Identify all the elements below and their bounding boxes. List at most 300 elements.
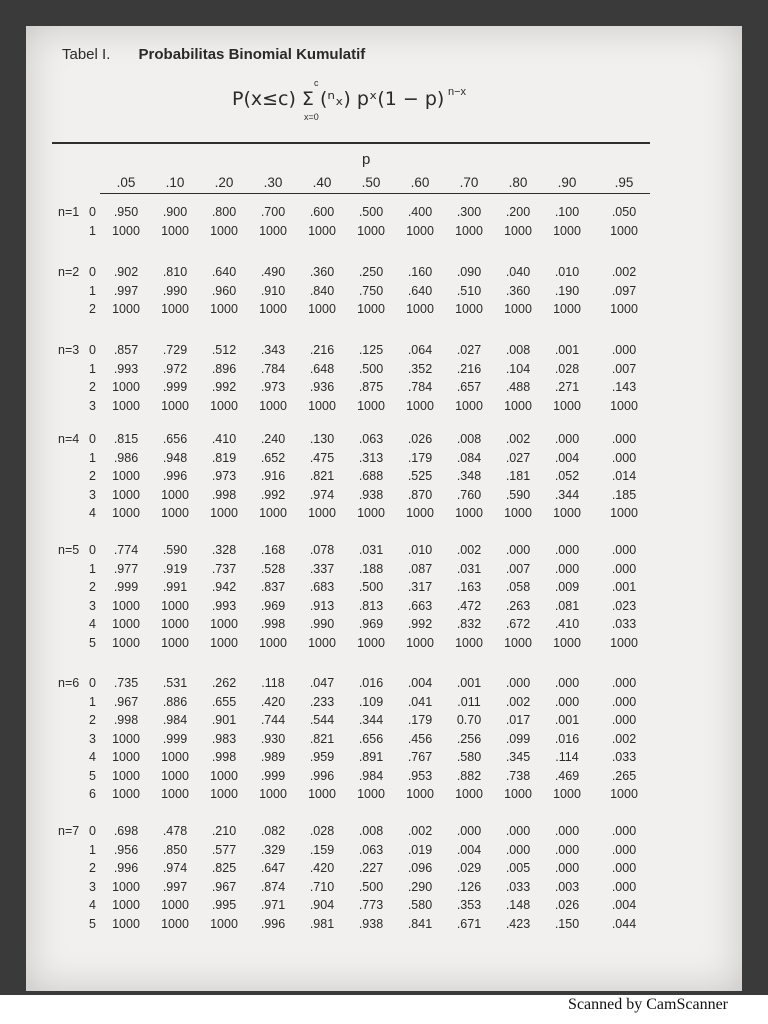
table-cell: 1000 bbox=[406, 635, 434, 650]
x-label: 4 bbox=[89, 750, 96, 764]
table-cell: .000 bbox=[554, 561, 580, 576]
table-cell: .000 bbox=[611, 824, 637, 838]
table-cell: 1000 bbox=[553, 506, 581, 520]
table-cell: .096 bbox=[407, 861, 433, 875]
table-cell: .999 bbox=[162, 380, 188, 394]
table-cell: .000 bbox=[611, 694, 637, 709]
table-cell: .040 bbox=[505, 265, 531, 279]
table-cell: 1000 bbox=[259, 398, 287, 413]
table-cell: 1000 bbox=[259, 223, 287, 238]
table-cell: 1000 bbox=[308, 398, 336, 413]
table-cell: .007 bbox=[505, 561, 531, 576]
table-cell: .671 bbox=[456, 916, 482, 931]
table-cell: .002 bbox=[611, 731, 637, 746]
table-cell: 1000 bbox=[504, 302, 532, 316]
table-cell: .590 bbox=[505, 487, 531, 502]
column-header: .90 bbox=[557, 175, 577, 190]
table-cell: .000 bbox=[611, 842, 637, 857]
table-cell: .544 bbox=[309, 713, 335, 727]
table-cell: .008 bbox=[456, 432, 482, 446]
table-cell: .002 bbox=[505, 694, 531, 709]
table-cell: .148 bbox=[505, 898, 531, 912]
table-cell: .420 bbox=[260, 694, 286, 709]
scanner-watermark: Scanned by CamScanner bbox=[568, 996, 728, 1013]
table-cell: .216 bbox=[309, 343, 335, 357]
x-label: 1 bbox=[89, 842, 96, 857]
table-cell: .097 bbox=[611, 283, 637, 298]
table-cell: .000 bbox=[611, 432, 637, 446]
table-cell: .004 bbox=[456, 842, 482, 857]
table-cell: 1000 bbox=[610, 302, 638, 316]
table-cell: 1000 bbox=[357, 787, 385, 801]
x-label: 0 bbox=[89, 265, 96, 279]
table-cell: 1000 bbox=[210, 916, 238, 931]
table-cell: .656 bbox=[162, 432, 188, 446]
x-label: 1 bbox=[89, 223, 96, 238]
table-cell: .973 bbox=[260, 380, 286, 394]
table-cell: 1000 bbox=[504, 635, 532, 650]
table-cell: .948 bbox=[162, 450, 188, 465]
table-cell: .317 bbox=[407, 580, 433, 594]
table-cell: .000 bbox=[456, 824, 482, 838]
table-cell: .998 bbox=[211, 487, 237, 502]
formula-main: P(x≤c) Σ (ⁿₓ) pˣ(1 − p) bbox=[232, 88, 445, 110]
x-label: 4 bbox=[89, 617, 96, 631]
table-cell: .821 bbox=[309, 469, 335, 483]
table-cell: .344 bbox=[554, 487, 580, 502]
table-cell: .983 bbox=[211, 731, 237, 746]
table-cell: .972 bbox=[162, 361, 188, 376]
table-cell: .033 bbox=[505, 879, 531, 894]
table-cell: .423 bbox=[505, 916, 531, 931]
table-cell: 1000 bbox=[259, 302, 287, 316]
column-header: .05 bbox=[116, 175, 136, 190]
table-cell: .064 bbox=[407, 343, 433, 357]
table-cell: .688 bbox=[358, 469, 384, 483]
table-cell: .082 bbox=[260, 824, 286, 838]
table-cell: .784 bbox=[260, 361, 286, 376]
x-label: 2 bbox=[89, 713, 96, 727]
table-cell: 1000 bbox=[308, 787, 336, 801]
table-cell: .981 bbox=[309, 916, 335, 931]
table-cell: .472 bbox=[456, 598, 482, 613]
table-cell: 1000 bbox=[406, 787, 434, 801]
x-label: 0 bbox=[89, 205, 96, 219]
table-cell: .900 bbox=[162, 205, 188, 219]
table-cell: 1000 bbox=[406, 223, 434, 238]
table-cell: 1000 bbox=[357, 223, 385, 238]
table-cell: 1000 bbox=[357, 506, 385, 520]
table-cell: .525 bbox=[407, 469, 433, 483]
table-cell: .815 bbox=[113, 432, 139, 446]
table-header-rule bbox=[100, 193, 650, 194]
table-cell: .028 bbox=[554, 361, 580, 376]
table-cell: .179 bbox=[407, 713, 433, 727]
table-cell: .084 bbox=[456, 450, 482, 465]
table-cell: 1000 bbox=[112, 506, 140, 520]
table-cell: .841 bbox=[407, 916, 433, 931]
table-cell: .000 bbox=[554, 861, 580, 875]
table-cell: .967 bbox=[113, 694, 139, 709]
table-cell: .580 bbox=[407, 898, 433, 912]
table-cell: 1000 bbox=[553, 302, 581, 316]
table-cell: .663 bbox=[407, 598, 433, 613]
table-cell: .784 bbox=[407, 380, 433, 394]
table-cell: .997 bbox=[162, 879, 188, 894]
table-cell: .200 bbox=[505, 205, 531, 219]
table-cell: 1000 bbox=[357, 635, 385, 650]
table-cell: .577 bbox=[211, 842, 237, 857]
table-cell: .290 bbox=[407, 879, 433, 894]
table-cell: .475 bbox=[309, 450, 335, 465]
n-label: n=5 bbox=[58, 543, 80, 557]
table-cell: .000 bbox=[611, 879, 637, 894]
table-cell: .125 bbox=[358, 343, 384, 357]
table-cell: 1000 bbox=[455, 635, 483, 650]
table-cell: .087 bbox=[407, 561, 433, 576]
table-cell: 1000 bbox=[161, 598, 189, 613]
table-cell: .027 bbox=[456, 343, 482, 357]
x-label: 4 bbox=[89, 898, 96, 912]
table-cell: .984 bbox=[162, 713, 188, 727]
table-cell: 1000 bbox=[455, 506, 483, 520]
table-cell: .580 bbox=[456, 750, 482, 764]
table-cell: 1000 bbox=[406, 506, 434, 520]
table-cell: .026 bbox=[554, 898, 580, 912]
table-cell: 1000 bbox=[112, 731, 140, 746]
table-cell: 1000 bbox=[161, 898, 189, 912]
table-cell: 1000 bbox=[112, 469, 140, 483]
table-cell: .904 bbox=[309, 898, 335, 912]
table-cell: .300 bbox=[456, 205, 482, 219]
table-cell: .081 bbox=[554, 598, 580, 613]
table-cell: 1000 bbox=[553, 223, 581, 238]
table-cell: 1000 bbox=[210, 223, 238, 238]
table-cell: .002 bbox=[407, 824, 433, 838]
column-header: .40 bbox=[312, 175, 332, 190]
table-cell: .992 bbox=[407, 617, 433, 631]
column-header: .60 bbox=[410, 175, 430, 190]
column-header: .70 bbox=[459, 175, 479, 190]
table-cell: 1000 bbox=[455, 787, 483, 801]
table-cell: .913 bbox=[309, 598, 335, 613]
table-cell: .710 bbox=[309, 879, 335, 894]
table-cell: .041 bbox=[407, 694, 433, 709]
table-cell: .337 bbox=[309, 561, 335, 576]
table-cell: .328 bbox=[211, 543, 237, 557]
table-cell: .729 bbox=[162, 343, 188, 357]
table-cell: .500 bbox=[358, 361, 384, 376]
table-cell: .953 bbox=[407, 768, 433, 783]
table-cell: .528 bbox=[260, 561, 286, 576]
n-label: n=6 bbox=[58, 676, 80, 690]
x-label: 5 bbox=[89, 635, 96, 650]
table-cell: .353 bbox=[456, 898, 482, 912]
table-cell: .240 bbox=[260, 432, 286, 446]
table-cell: .000 bbox=[505, 543, 531, 557]
table-cell: 1000 bbox=[455, 302, 483, 316]
table-cell: 0.70 bbox=[456, 713, 482, 727]
table-cell: 1000 bbox=[406, 398, 434, 413]
table-cell: .891 bbox=[358, 750, 384, 764]
binomial-formula bbox=[232, 78, 492, 126]
x-label: 1 bbox=[89, 450, 96, 465]
table-cell: 1000 bbox=[610, 506, 638, 520]
table-cell: 1000 bbox=[504, 398, 532, 413]
column-header: .80 bbox=[508, 175, 528, 190]
table-cell: .700 bbox=[260, 205, 286, 219]
table-cell: .000 bbox=[611, 343, 637, 357]
table-cell: .163 bbox=[456, 580, 482, 594]
table-cell: .227 bbox=[358, 861, 384, 875]
table-cell: .016 bbox=[554, 731, 580, 746]
table-cell: .033 bbox=[611, 617, 637, 631]
table-cell: .011 bbox=[457, 694, 481, 709]
table-cell: .991 bbox=[162, 580, 188, 594]
table-cell: .250 bbox=[358, 265, 384, 279]
table-cell: .735 bbox=[113, 676, 139, 690]
table-cell: .882 bbox=[456, 768, 482, 783]
table-cell: .143 bbox=[611, 380, 637, 394]
table-top-rule bbox=[52, 142, 650, 144]
table-cell: .919 bbox=[162, 561, 188, 576]
table-cell: .996 bbox=[113, 861, 139, 875]
table-cell: .008 bbox=[358, 824, 384, 838]
table-cell: .902 bbox=[113, 265, 139, 279]
formula-sum-lower: x=0 bbox=[304, 112, 319, 122]
table-cell: .003 bbox=[554, 879, 580, 894]
column-header: .95 bbox=[614, 175, 634, 190]
table-cell: .000 bbox=[611, 543, 637, 557]
table-cell: 1000 bbox=[161, 750, 189, 764]
table-cell: .126 bbox=[456, 879, 482, 894]
table-cell: 1000 bbox=[161, 916, 189, 931]
table-cell: .996 bbox=[162, 469, 188, 483]
table-cell: .001 bbox=[611, 580, 637, 594]
table-cell: .000 bbox=[505, 824, 531, 838]
n-label: n=1 bbox=[58, 205, 80, 219]
table-cell: 1000 bbox=[112, 768, 140, 783]
table-cell: .179 bbox=[407, 450, 433, 465]
table-cell: .216 bbox=[456, 361, 482, 376]
table-cell: 1000 bbox=[610, 635, 638, 650]
table-cell: .656 bbox=[358, 731, 384, 746]
table-cell: .159 bbox=[309, 842, 335, 857]
table-cell: .767 bbox=[407, 750, 433, 764]
table-cell: 1000 bbox=[308, 635, 336, 650]
n-label: n=2 bbox=[58, 265, 80, 279]
table-cell: .837 bbox=[260, 580, 286, 594]
table-cell: .031 bbox=[456, 561, 482, 576]
x-label: 5 bbox=[89, 916, 96, 931]
table-cell: .168 bbox=[260, 543, 286, 557]
table-cell: .600 bbox=[309, 205, 335, 219]
table-cell: .490 bbox=[260, 265, 286, 279]
table-cell: .469 bbox=[554, 768, 580, 783]
table-cell: .348 bbox=[456, 469, 482, 483]
table-cell: 1000 bbox=[455, 223, 483, 238]
table-cell: .000 bbox=[505, 676, 531, 690]
table-cell: .027 bbox=[505, 450, 531, 465]
table-cell: .000 bbox=[505, 842, 531, 857]
table-cell: .488 bbox=[505, 380, 531, 394]
table-cell: .063 bbox=[358, 842, 384, 857]
table-cell: .990 bbox=[309, 617, 335, 631]
table-cell: 1000 bbox=[610, 223, 638, 238]
table-cell: .190 bbox=[554, 283, 580, 298]
table-cell: .002 bbox=[456, 543, 482, 557]
table-cell: .819 bbox=[211, 450, 237, 465]
table-cell: .916 bbox=[260, 469, 286, 483]
table-cell: .001 bbox=[554, 343, 580, 357]
table-cell: .420 bbox=[309, 861, 335, 875]
table-cell: .960 bbox=[211, 283, 237, 298]
table-cell: 1000 bbox=[308, 302, 336, 316]
table-cell: .104 bbox=[505, 361, 531, 376]
table-cell: .993 bbox=[113, 361, 139, 376]
table-cell: .959 bbox=[309, 750, 335, 764]
table-cell: .000 bbox=[554, 432, 580, 446]
x-label: 2 bbox=[89, 469, 96, 483]
table-cell: .648 bbox=[309, 361, 335, 376]
table-cell: .640 bbox=[407, 283, 433, 298]
table-cell: .840 bbox=[309, 283, 335, 298]
table-cell: 1000 bbox=[610, 398, 638, 413]
table-cell: .590 bbox=[162, 543, 188, 557]
table-cell: .456 bbox=[407, 731, 433, 746]
table-cell: .031 bbox=[358, 543, 384, 557]
table-cell: 1000 bbox=[112, 916, 140, 931]
table-cell: .974 bbox=[309, 487, 335, 502]
table-cell: .938 bbox=[358, 487, 384, 502]
table-cell: .989 bbox=[260, 750, 286, 764]
table-cell: 1000 bbox=[112, 787, 140, 801]
x-label: 3 bbox=[89, 598, 96, 613]
n-label: n=7 bbox=[58, 824, 80, 838]
table-cell: .000 bbox=[554, 543, 580, 557]
table-cell: .683 bbox=[309, 580, 335, 594]
table-cell: .000 bbox=[554, 842, 580, 857]
table-cell: .510 bbox=[456, 283, 482, 298]
table-cell: .930 bbox=[260, 731, 286, 746]
table-cell: .813 bbox=[358, 598, 384, 613]
table-cell: 1000 bbox=[161, 617, 189, 631]
table-cell: .000 bbox=[611, 676, 637, 690]
table-cell: 1000 bbox=[406, 302, 434, 316]
table-cell: 1000 bbox=[610, 787, 638, 801]
table-cell: .974 bbox=[162, 861, 188, 875]
table-cell: .500 bbox=[358, 879, 384, 894]
table-cell: .870 bbox=[407, 487, 433, 502]
table-cell: .063 bbox=[358, 432, 384, 446]
table-cell: .010 bbox=[554, 265, 580, 279]
table-cell: .160 bbox=[407, 265, 433, 279]
table-cell: 1000 bbox=[112, 750, 140, 764]
table-cell: 1000 bbox=[112, 398, 140, 413]
table-cell: 1000 bbox=[210, 617, 238, 631]
table-cell: .023 bbox=[611, 598, 637, 613]
table-cell: .000 bbox=[611, 450, 637, 465]
table-cell: .029 bbox=[456, 861, 482, 875]
table-cell: .832 bbox=[456, 617, 482, 631]
x-label: 0 bbox=[89, 676, 96, 690]
table-cell: .973 bbox=[211, 469, 237, 483]
table-cell: .942 bbox=[211, 580, 237, 594]
table-cell: .233 bbox=[309, 694, 335, 709]
table-cell: .181 bbox=[505, 469, 531, 483]
table-cell: 1000 bbox=[553, 635, 581, 650]
table-cell: .998 bbox=[113, 713, 139, 727]
table-cell: 1000 bbox=[259, 787, 287, 801]
table-cell: .185 bbox=[611, 487, 637, 502]
table-cell: .956 bbox=[113, 842, 139, 857]
table-cell: .256 bbox=[456, 731, 482, 746]
table-cell: .886 bbox=[162, 694, 188, 709]
x-label: 5 bbox=[89, 768, 96, 783]
table-cell: 1000 bbox=[161, 506, 189, 520]
table-cell: .345 bbox=[505, 750, 531, 764]
table-cell: .008 bbox=[505, 343, 531, 357]
table-cell: .999 bbox=[113, 580, 139, 594]
table-cell: 1000 bbox=[308, 506, 336, 520]
table-cell: .936 bbox=[309, 380, 335, 394]
table-cell: .004 bbox=[611, 898, 637, 912]
table-cell: .738 bbox=[505, 768, 531, 783]
table-cell: .478 bbox=[162, 824, 188, 838]
table-cell: .009 bbox=[554, 580, 580, 594]
table-cell: .188 bbox=[358, 561, 384, 576]
n-label: n=4 bbox=[58, 432, 80, 446]
table-cell: 1000 bbox=[210, 506, 238, 520]
table-cell: .014 bbox=[611, 469, 637, 483]
table-cell: .019 bbox=[407, 842, 433, 857]
x-label: 2 bbox=[89, 380, 96, 394]
table-cell: 1000 bbox=[161, 487, 189, 502]
column-header: .50 bbox=[361, 175, 381, 190]
table-cell: .058 bbox=[505, 580, 531, 594]
table-cell: .744 bbox=[260, 713, 286, 727]
table-cell: .016 bbox=[358, 676, 384, 690]
table-cell: .998 bbox=[260, 617, 286, 631]
table-cell: 1000 bbox=[455, 398, 483, 413]
table-cell: .996 bbox=[309, 768, 335, 783]
table-cell: .512 bbox=[211, 343, 237, 357]
table-cell: .657 bbox=[456, 380, 482, 394]
x-label: 0 bbox=[89, 824, 96, 838]
column-header: .10 bbox=[165, 175, 185, 190]
table-cell: .000 bbox=[611, 561, 637, 576]
x-label: 0 bbox=[89, 343, 96, 357]
table-cell: .000 bbox=[554, 824, 580, 838]
table-cell: 1000 bbox=[210, 398, 238, 413]
table-cell: .130 bbox=[309, 432, 335, 446]
table-cell: .410 bbox=[211, 432, 237, 446]
table-cell: .343 bbox=[260, 343, 286, 357]
table-cell: .997 bbox=[113, 283, 139, 298]
table-number: Tabel I. bbox=[62, 46, 111, 63]
table-cell: .990 bbox=[162, 283, 188, 298]
table-cell: 1000 bbox=[112, 598, 140, 613]
table-cell: .875 bbox=[358, 380, 384, 394]
table-cell: .344 bbox=[358, 713, 384, 727]
table-cell: .977 bbox=[113, 561, 139, 576]
table-cell: .262 bbox=[211, 676, 237, 690]
table-cell: .047 bbox=[309, 676, 335, 690]
table-cell: 1000 bbox=[161, 223, 189, 238]
x-label: 1 bbox=[89, 694, 96, 709]
table-cell: 1000 bbox=[112, 223, 140, 238]
formula-sum-upper: c bbox=[314, 78, 319, 88]
